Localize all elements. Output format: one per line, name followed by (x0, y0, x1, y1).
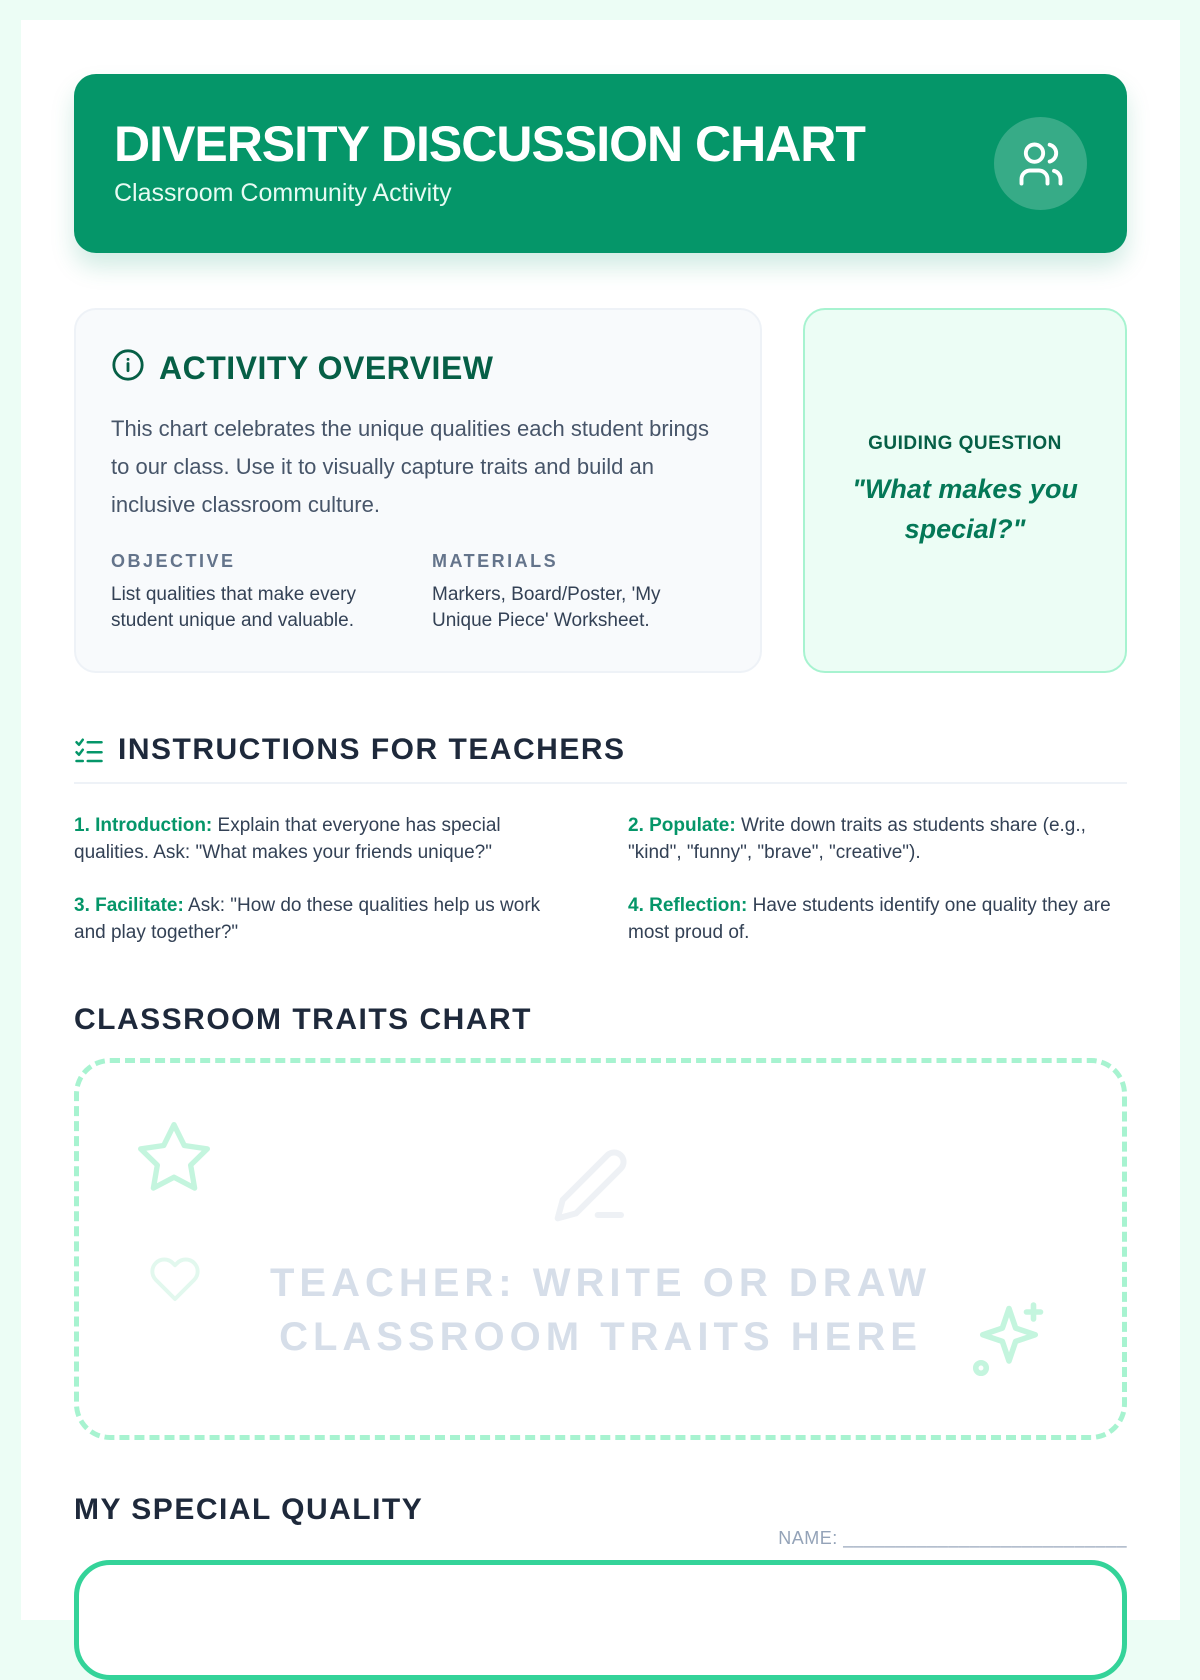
instructions-heading (74, 732, 1127, 784)
step-label: 4. Reflection: (628, 895, 748, 916)
instruction-step-4 (628, 892, 1128, 946)
step-text: Explain that everyone has special qualities. Ask: "What makes your friends unique?" (74, 815, 501, 863)
objective-label: OBJECTIVE (111, 551, 236, 571)
guiding-question-text: "What makes you special?" (852, 473, 1078, 544)
materials-text: Markers, Board/Poster, 'My Unique Piece' Worksheet. (432, 584, 661, 631)
step-label: 2. Populate: (628, 815, 736, 836)
instruction-step-2 (628, 812, 1128, 866)
users-icon (994, 117, 1087, 210)
instruction-step-3 (74, 892, 574, 946)
instructions-title: INSTRUCTIONS FOR TEACHERS (118, 733, 626, 766)
overview-title: ACTIVITY OVERVIEW (159, 349, 494, 386)
worksheet-page (21, 20, 1180, 1620)
objective-block (111, 550, 391, 634)
step-label: 1. Introduction: (74, 815, 213, 836)
overview-description: This chart celebrates the unique qualities each student brings to our class. Use it to visually capture traits and build an inclusive classroom culture. (111, 416, 710, 517)
objective-text: List qualities that make every student unique and valuable. (111, 584, 357, 631)
overview-heading (111, 348, 493, 387)
header-banner (74, 74, 1127, 253)
traits-placeholder-line-1: TEACHER: WRITE OR DRAW (269, 1261, 932, 1305)
step-label: 3. Facilitate: (74, 895, 184, 916)
instruction-step-1 (74, 812, 574, 866)
checklist-icon (74, 736, 104, 771)
materials-label: MATERIALS (432, 551, 559, 571)
step-text: Ask: "How do these qualities help us work and play together?" (74, 895, 541, 943)
traits-drawing-area[interactable] (74, 1058, 1127, 1440)
info-icon (111, 348, 145, 387)
activity-overview-card (74, 308, 762, 673)
guiding-question-card (803, 308, 1127, 673)
step-text: Write down traits as students share (e.g., "kind", "funny", "brave", "creative"). (628, 815, 1086, 863)
traits-placeholder (79, 1256, 1122, 1364)
traits-placeholder-line-2: CLASSROOM TRAITS HERE (279, 1315, 922, 1359)
star-icon (134, 1118, 214, 1203)
guiding-question-label: GUIDING QUESTION (868, 432, 1062, 454)
name-field[interactable]: NAME: ___________________________ (778, 1528, 1127, 1548)
pencil-icon (551, 1145, 631, 1230)
special-quality-box[interactable] (74, 1560, 1127, 1680)
materials-block (432, 550, 712, 634)
page-title: DIVERSITY DISCUSSION CHART (114, 116, 865, 172)
step-text: Have students identify one quality they are most proud of. (628, 895, 1111, 943)
page-subtitle: Classroom Community Activity (114, 179, 452, 207)
traits-chart-title: CLASSROOM TRAITS CHART (74, 1003, 532, 1036)
special-quality-title: MY SPECIAL QUALITY (74, 1493, 424, 1526)
